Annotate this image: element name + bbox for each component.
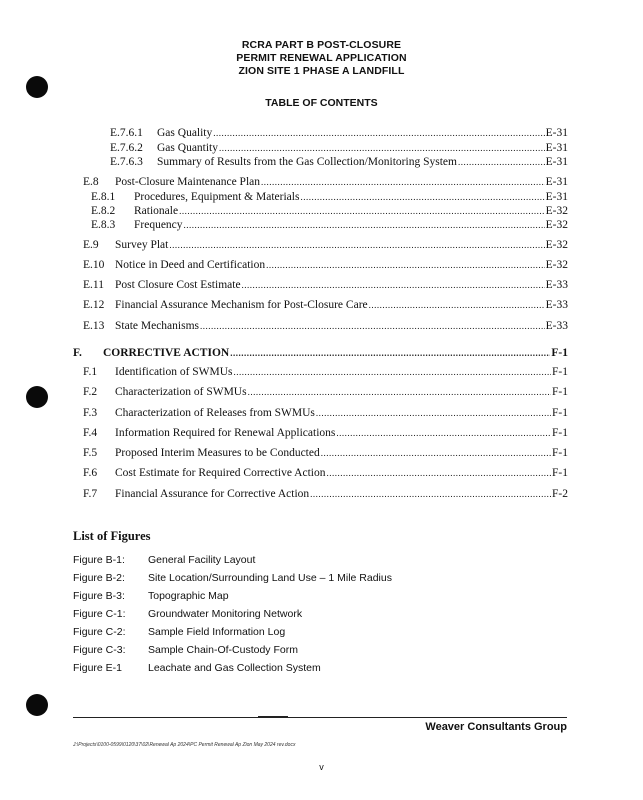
figure-entry[interactable] bbox=[73, 571, 392, 585]
toc-entry-title: Financial Assurance for Corrective Action bbox=[115, 488, 310, 500]
toc-entry-number: E.10 bbox=[83, 259, 105, 271]
toc-entry-number: F. bbox=[73, 347, 82, 359]
toc-leader bbox=[219, 141, 545, 155]
toc-entry-title: Frequency bbox=[134, 219, 183, 231]
toc-entry-number: F.7 bbox=[83, 488, 98, 500]
figure-entry[interactable] bbox=[73, 643, 298, 657]
toc-entry-title: Information Required for Renewal Applications bbox=[115, 427, 336, 439]
toc-leader bbox=[369, 298, 545, 312]
toc-entry-page: F-1 bbox=[552, 366, 568, 378]
toc-entry-number: E.12 bbox=[83, 299, 105, 311]
toc-entry[interactable] bbox=[83, 406, 568, 420]
toc-entry[interactable] bbox=[83, 278, 568, 292]
toc-entry-number: E.8.1 bbox=[91, 191, 116, 203]
toc-entry[interactable] bbox=[83, 466, 568, 480]
toc-entry[interactable] bbox=[83, 487, 568, 501]
toc-leader bbox=[184, 218, 545, 232]
list-of-figures-heading: List of Figures bbox=[73, 529, 151, 543]
toc-entry-page: E-32 bbox=[545, 219, 568, 231]
toc-entry[interactable] bbox=[91, 190, 568, 204]
toc-leader bbox=[261, 175, 545, 189]
toc-leader bbox=[200, 319, 545, 333]
toc-entry[interactable] bbox=[83, 319, 568, 333]
toc-entry-title: Identification of SWMUs bbox=[115, 366, 233, 378]
binder-hole bbox=[26, 76, 48, 98]
header-line-3: ZION SITE 1 PHASE A LANDFILL bbox=[238, 65, 405, 77]
figure-number: Figure B-2: bbox=[73, 572, 125, 584]
toc-entry-number: F.1 bbox=[83, 366, 98, 378]
toc-leader bbox=[242, 278, 545, 292]
figure-entry[interactable] bbox=[73, 625, 285, 639]
figure-number: Figure C-1: bbox=[73, 608, 126, 620]
figure-entry[interactable] bbox=[73, 553, 255, 567]
figure-number: Figure E-1 bbox=[73, 662, 123, 674]
toc-entry-number: E.11 bbox=[83, 279, 104, 291]
toc-entry-title: Summary of Results from the Gas Collection/Monitoring System bbox=[157, 156, 457, 168]
toc-entry-number: F.4 bbox=[83, 427, 98, 439]
toc-entry-page: F-2 bbox=[552, 488, 568, 500]
toc-entry[interactable] bbox=[83, 426, 568, 440]
toc-entry-title: Cost Estimate for Required Corrective Action bbox=[115, 467, 326, 479]
toc-entry-number: E.7.6.2 bbox=[110, 142, 143, 154]
toc-entry-page: F-1 bbox=[551, 347, 568, 359]
toc-entry-title: Characterization of SWMUs bbox=[115, 386, 247, 398]
toc-entry-title: Survey Plat bbox=[115, 239, 169, 251]
file-path: J:\Projects\0100-0599\0120\37\02\Renewal Ap 2024\PC Permit Renewal Ap Zion May 2024 rev.docx bbox=[73, 742, 296, 748]
figure-title: Leachate and Gas Collection System bbox=[148, 662, 321, 674]
toc-entry[interactable] bbox=[110, 141, 568, 155]
toc-entry[interactable] bbox=[110, 155, 568, 169]
toc-leader bbox=[248, 385, 551, 399]
header-line-2: PERMIT RENEWAL APPLICATION bbox=[236, 52, 407, 64]
toc-entry-number: E.8.2 bbox=[91, 205, 116, 217]
figure-number: Figure B-3: bbox=[73, 590, 125, 602]
toc-leader bbox=[321, 446, 551, 460]
toc-entry-page: E-33 bbox=[545, 279, 568, 291]
figure-number: Figure C-2: bbox=[73, 626, 126, 638]
toc-entry-title: CORRECTIVE ACTION bbox=[103, 347, 230, 359]
toc-entry-number: E.7.6.3 bbox=[110, 156, 143, 168]
toc-entry-title: Characterization of Releases from SWMUs bbox=[115, 407, 315, 419]
toc-entry[interactable] bbox=[91, 218, 568, 232]
toc-entry-title: State Mechanisms bbox=[115, 320, 199, 332]
toc-entry-page: E-32 bbox=[545, 205, 568, 217]
toc-leader bbox=[230, 346, 550, 360]
toc-entry-number: E.7.6.1 bbox=[110, 127, 143, 139]
toc-leader bbox=[213, 126, 544, 140]
binder-hole bbox=[26, 386, 48, 408]
footer-rule bbox=[73, 717, 567, 718]
toc-entry[interactable] bbox=[83, 258, 568, 272]
toc-entry-number: F.2 bbox=[83, 386, 98, 398]
toc-leader bbox=[234, 365, 551, 379]
document-header bbox=[0, 39, 643, 78]
toc-entry-number: E.8 bbox=[83, 176, 99, 188]
toc-entry-page: E-33 bbox=[545, 320, 568, 332]
toc-entry-page: E-32 bbox=[545, 259, 568, 271]
toc-leader bbox=[169, 238, 544, 252]
toc-entry-number: E.8.3 bbox=[91, 219, 116, 231]
figure-title: Sample Field Information Log bbox=[148, 626, 286, 638]
toc-title: TABLE OF CONTENTS bbox=[265, 97, 378, 109]
toc-entry-page: F-1 bbox=[552, 386, 568, 398]
figure-title: Site Location/Surrounding Land Use – 1 Mile Radius bbox=[148, 572, 392, 584]
toc-entry-page: E-31 bbox=[545, 176, 568, 188]
header-line-1: RCRA PART B POST-CLOSURE bbox=[241, 39, 402, 51]
toc-entry-title: Financial Assurance Mechanism for Post-Closure Care bbox=[115, 299, 368, 311]
toc-entry-title: Post Closure Cost Estimate bbox=[115, 279, 241, 291]
toc-entry[interactable] bbox=[110, 126, 568, 140]
toc-entry-title: Procedures, Equipment & Materials bbox=[134, 191, 300, 203]
toc-entry-number: F.5 bbox=[83, 447, 98, 459]
toc-entry-title: Notice in Deed and Certification bbox=[115, 259, 266, 271]
toc-entry[interactable] bbox=[83, 175, 568, 189]
toc-leader bbox=[179, 204, 545, 218]
toc-entry-page: E-31 bbox=[545, 191, 568, 203]
toc-entry[interactable] bbox=[83, 385, 568, 399]
toc-entry[interactable] bbox=[91, 204, 568, 218]
figure-title: Sample Chain-Of-Custody Form bbox=[148, 644, 298, 656]
toc-entry-title: Proposed Interim Measures to be Conducted bbox=[115, 447, 320, 459]
toc-section-entry[interactable] bbox=[73, 346, 568, 360]
toc-entry-number: F.6 bbox=[83, 467, 98, 479]
toc-leader bbox=[310, 487, 551, 501]
toc-entry[interactable] bbox=[83, 238, 568, 252]
page-number: v bbox=[319, 762, 324, 772]
figure-title: General Facility Layout bbox=[148, 554, 256, 566]
toc-leader bbox=[316, 406, 551, 420]
toc-leader bbox=[266, 258, 545, 272]
figure-title: Groundwater Monitoring Network bbox=[148, 608, 303, 620]
toc-entry-number: E.13 bbox=[83, 320, 105, 332]
toc-entry-page: E-32 bbox=[545, 239, 568, 251]
toc-entry-number: F.3 bbox=[83, 407, 98, 419]
toc-entry-page: E-31 bbox=[545, 156, 568, 168]
toc-entry-title: Post-Closure Maintenance Plan bbox=[115, 176, 261, 188]
toc-entry[interactable] bbox=[83, 365, 568, 379]
figure-number: Figure B-1: bbox=[73, 554, 125, 566]
company-name: Weaver Consultants Group bbox=[425, 721, 567, 733]
toc-entry[interactable] bbox=[83, 298, 568, 312]
figure-entry[interactable] bbox=[73, 607, 302, 621]
toc-entry-number: E.9 bbox=[83, 239, 99, 251]
binder-hole bbox=[26, 694, 48, 716]
figure-title: Topographic Map bbox=[148, 590, 229, 602]
toc-entry[interactable] bbox=[83, 446, 568, 460]
toc-entry-page: E-31 bbox=[545, 127, 568, 139]
toc-leader bbox=[458, 155, 545, 169]
toc-entry-page: F-1 bbox=[552, 467, 568, 479]
toc-entry-title: Gas Quantity bbox=[157, 142, 219, 154]
toc-entry-page: E-31 bbox=[545, 142, 568, 154]
toc-leader bbox=[326, 466, 551, 480]
toc-leader bbox=[336, 426, 551, 440]
toc-entry-page: F-1 bbox=[552, 447, 568, 459]
figure-number: Figure C-3: bbox=[73, 644, 126, 656]
toc-entry-page: F-1 bbox=[552, 427, 568, 439]
figure-entry[interactable] bbox=[73, 589, 229, 603]
toc-entry-title: Gas Quality bbox=[157, 127, 213, 139]
toc-entry-title: Rationale bbox=[134, 205, 179, 217]
toc-leader bbox=[300, 190, 544, 204]
figure-entry[interactable] bbox=[73, 661, 321, 675]
toc-entry-page: F-1 bbox=[552, 407, 568, 419]
toc-entry-page: E-33 bbox=[545, 299, 568, 311]
